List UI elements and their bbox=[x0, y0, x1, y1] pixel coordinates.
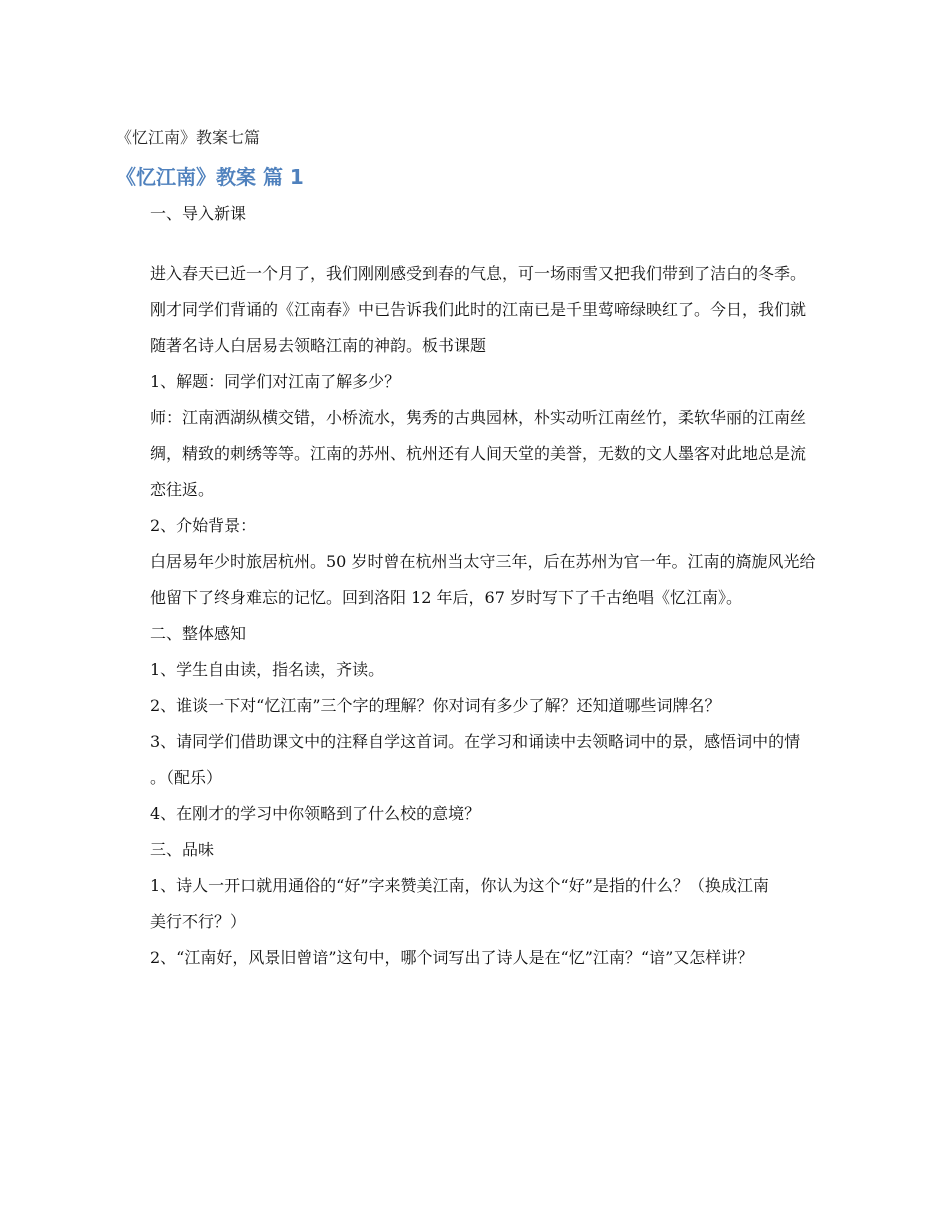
paragraph: 三、品味 bbox=[150, 840, 215, 859]
paragraph: 2、“江南好，风景旧曾谙”这句中，哪个词写出了诗人是在“忆”江南？“谙”又怎样讲？ bbox=[150, 948, 754, 967]
paragraph: 美行不行？） bbox=[150, 912, 247, 931]
section-heading: 《忆江南》教案 篇 1 bbox=[116, 165, 304, 189]
paragraph: 。（配乐） bbox=[150, 768, 223, 787]
paragraph: 进入春天已近一个月了，我们刚刚感受到春的气息，可一场雨雪又把我们带到了洁白的冬季。 bbox=[150, 264, 807, 283]
paragraph: 2、谁谈一下对“忆江南”三个字的理解？你对词有多少了解？还知道哪些词牌名？ bbox=[150, 696, 721, 715]
paragraph: 1、学生自由读，指名读，齐读。 bbox=[150, 660, 385, 679]
paragraph: 师：江南洒湖纵横交错，小桥流水，隽秀的古典园林，朴实动听江南丝竹，柔软华丽的江南丝 bbox=[150, 408, 807, 427]
paragraph: 4、在刚才的学习中你领略到了什么校的意境？ bbox=[150, 804, 481, 823]
paragraph: 恋往返。 bbox=[150, 480, 215, 499]
paragraph: 3、请同学们借助课文中的注释自学这首词。在学习和诵读中去领略词中的景，感悟词中的情 bbox=[150, 732, 801, 751]
paragraph: 2、介始背景： bbox=[150, 516, 257, 535]
paragraph: 白居易年少时旅居杭州。50 岁时曾在杭州当太守三年，后在苏州为官一年。江南的旖旎风光给 bbox=[150, 552, 816, 571]
paragraph: 1、诗人一开口就用通俗的“好”字来赞美江南，你认为这个“好”是指的什么？（换成江南 bbox=[150, 876, 769, 895]
document-title: 《忆江南》教案七篇 bbox=[116, 128, 261, 147]
paragraph: 他留下了终身难忘的记忆。回到洛阳 12 年后，67 岁时写下了千古绝唱《忆江南》。 bbox=[150, 588, 742, 607]
document-body bbox=[116, 202, 836, 982]
paragraph: 随著名诗人白居易去领略江南的神韵。板书课题 bbox=[150, 336, 487, 355]
paragraph: 1、解题：同学们对江南了解多少？ bbox=[150, 372, 401, 391]
paragraph: 绸，精致的刺绣等等。江南的苏州、杭州还有人间天堂的美誉，无数的文人墨客对此地总是流 bbox=[150, 444, 807, 463]
paragraph: 一、导入新课 bbox=[150, 204, 247, 223]
paragraph: 二、整体感知 bbox=[150, 624, 247, 643]
paragraph: 刚才同学们背诵的《江南春》中已告诉我们此时的江南已是千里莺啼绿映红了。今日，我们就 bbox=[150, 300, 807, 319]
